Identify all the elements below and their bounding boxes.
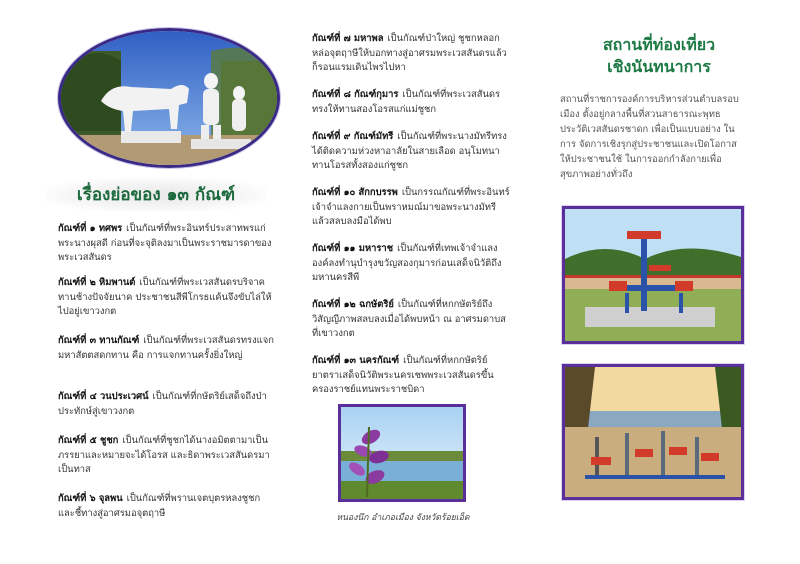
entry-text: เป็นกรรณกัณฑ์ที่พระอินทร์เจ้าจำแลงกายเป็นพราหมณ์มาขอพระนางมัทรี แล้วสลบลงมือได้พบ bbox=[312, 187, 510, 227]
entry-text: เป็นกัณฑ์ที่ชูชกได้นางอมิตตามาเป็นภรรยาและหมายจะได้โอรส และธิดาพระเวสสันดรมาเป็นทาส bbox=[58, 435, 270, 475]
entry-label: กัณฑ์ที่ ๑ ทศพร bbox=[58, 223, 123, 234]
entry-text: เป็นกัณฑ์ที่หกกษัตริย์ถึงวิสัญญีภาพสลบลงเมื่อได้พบหน้า ณ อาศรมดาบสที่เขาวงกต bbox=[312, 299, 506, 339]
entry-label: กัณฑ์ที่ ๑๓ นครกัณฑ์ bbox=[312, 355, 400, 366]
entry-label: กัณฑ์ที่ ๘ กัณฑ์กุมาร bbox=[312, 89, 399, 100]
outdoor-gym-photo bbox=[562, 206, 744, 344]
recreation-title-line1: สถานที่ท่องเที่ยว bbox=[602, 35, 716, 54]
lotus-pond-photo bbox=[338, 404, 466, 502]
entry-label: กัณฑ์ที่ ๑๒ ฉกษัตริย์ bbox=[312, 299, 394, 310]
recreation-title bbox=[566, 34, 752, 78]
entry-label: กัณฑ์ที่ ๙ กัณฑ์มัทรี bbox=[312, 131, 394, 142]
story-entry-7 bbox=[312, 32, 512, 76]
story-entry-4 bbox=[58, 390, 274, 419]
story-entry-8 bbox=[312, 88, 512, 117]
entry-text: เป็นกัณฑ์ป่าใหญ่ ชูชกหลอกหล่อจุตฤาษีให้บอกทางสู่อาศรมพระเวสสันดรแล้วก็รอนแรมเดินไพรไปหา bbox=[312, 33, 507, 73]
entry-label: กัณฑ์ที่ ๑๑ มหาราช bbox=[312, 243, 394, 254]
recreation-description: สถานที่ราชการองค์การบริหารส่วนตำบลรอบเมือง ตั้งอยู่กลางพื้นที่สวนสาธารณะพุทธประวัติเวสสันดรชาดก เพื่อเป็นแบบอย่าง ในการ จัดการเชิงรุกสู่ประชาชนและเปิดโอกาสให้ประชาชนใช้ ในการออกกำลังกายเพื่อสุขภาพอย่างทั่วถึง bbox=[560, 94, 739, 180]
entry-text: เป็นกัณฑ์ที่พระอินทร์ประสาทพรแก่พระนางผุสดี ก่อนที่จะจุติลงมาเป็นพระราชมารดาของพระเวสสันดร bbox=[58, 223, 272, 263]
photo-caption: หนองนึก อำเภอเมือง จังหวัดร้อยเอ็ด bbox=[336, 513, 470, 523]
entry-text: เป็นกัณฑ์ที่พระเวสสันดรบริจาคทานช้างปัจจัยนาค ประชาชนสีพีโกรธแค้นจึงขับไล่ให้ไปอยู่เขาวงกต bbox=[58, 277, 272, 317]
entry-label: กัณฑ์ที่ ๑๐ สักกบรรพ bbox=[312, 187, 398, 198]
story-entry-9 bbox=[312, 130, 512, 174]
entry-text: เป็นกัณฑ์ที่หกกษัตริย์ยาตราเสด็จนิวัติพระนครเชพพระเวสสันดรขึ้นครองราชย์แทนพระราชบิดา bbox=[312, 355, 494, 395]
entry-label: กัณฑ์ที่ ๒ หิมพานต์ bbox=[58, 277, 136, 288]
story-entry-1 bbox=[58, 222, 274, 266]
entry-text: เป็นกัณฑ์ที่กษัตริย์เสด็จถึงป่าประทักษ์สู่เขาวงกต bbox=[58, 391, 267, 417]
entry-text: เป็นกัณฑ์ที่พรานเจตบุตรหลงชูชก และชี้ทางสู่อาศรมอจุตฤาษี bbox=[58, 493, 261, 519]
story-entry-2 bbox=[58, 276, 274, 320]
entry-label: กัณฑ์ที่ ๗ มหาพล bbox=[312, 33, 384, 44]
story-entry-3 bbox=[58, 334, 274, 363]
story-entry-6 bbox=[58, 492, 274, 521]
entry-text: เป็นกัณฑ์ที่พระนางมัทรีทรงได้ติดความห่วงหาอาลัยในสายเลือด อนุโมทนาทานโอรสทั้งสองแก่ชูชก bbox=[312, 131, 507, 171]
story-entry-10 bbox=[312, 186, 512, 230]
entry-label: กัณฑ์ที่ ๖ จุลพน bbox=[58, 493, 123, 504]
entry-label: กัณฑ์ที่ ๓ ทานกัณฑ์ bbox=[58, 335, 140, 346]
stories-title: เรื่องย่อของ ๑๓ กัณฑ์ bbox=[46, 178, 266, 212]
lakeside-gym-photo bbox=[562, 364, 744, 500]
story-entry-12 bbox=[312, 298, 512, 342]
story-entry-5 bbox=[58, 434, 274, 478]
recreation-title-line2: เชิงนันทนาการ bbox=[607, 57, 711, 76]
statue-photo bbox=[58, 28, 280, 168]
entry-label: กัณฑ์ที่ ๔ วนประเวศน์ bbox=[58, 391, 149, 402]
entry-text: เป็นกัณฑ์ที่พระเวสสันดรทรงแจกมหาสัตตสดกทาน คือ การแจกทานครั้งยิ่งใหญ่ bbox=[58, 335, 274, 361]
story-entry-13 bbox=[312, 354, 512, 398]
entry-label: กัณฑ์ที่ ๕ ชูชก bbox=[58, 435, 119, 446]
entry-text: เป็นกัณฑ์ที่เทพเจ้าจำแลงองค์ลงทำนุบำรุงขวัญสองกุมารก่อนเสด็จนิวัติถึงมหานครสีพี bbox=[312, 243, 502, 283]
story-entry-11 bbox=[312, 242, 512, 286]
entry-text: เป็นกัณฑ์ที่พระเวสสันดรทรงให้ทานสองโอรสแก่แม่ชูชก bbox=[312, 89, 501, 115]
